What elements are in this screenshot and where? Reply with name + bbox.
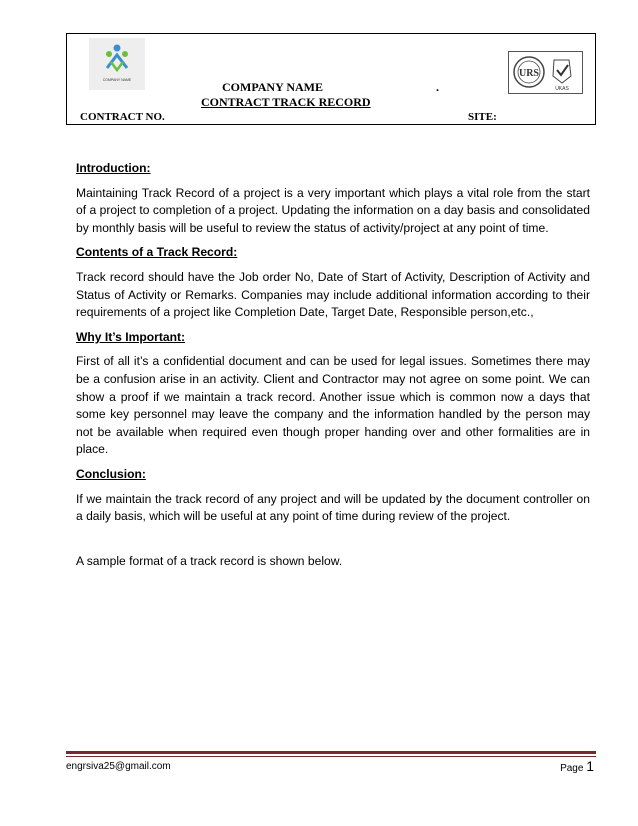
page-label: Page <box>560 763 584 774</box>
footer-rule-thick <box>66 751 596 754</box>
cert-urs-text: URS <box>518 68 540 79</box>
section-text-contents: Track record should have the Job order No, Date of Start of Activity, Description of Activity and Status of Activity or Remarks. Companies may include additional information according to their requirements of a project like Completion Date, Target Date, Responsible person,etc., <box>76 269 590 320</box>
footer-email: engrsiva25@gmail.com <box>66 761 171 772</box>
section-text-conclusion: If we maintain the track record of any project and will be updated by the document controller on a daily basis, which will be useful at any point of time during review of the project. <box>76 491 590 524</box>
site-label: SITE: <box>468 111 497 123</box>
document-title: CONTRACT TRACK RECORD <box>201 95 371 109</box>
document-header <box>66 33 596 125</box>
company-logo <box>89 38 145 90</box>
cert-ukas-text: UKAS <box>555 86 569 92</box>
section-heading-introduction: Introduction: <box>76 161 151 175</box>
certification-icon <box>509 52 582 93</box>
section-heading-importance: Why It’s Important: <box>76 329 186 344</box>
company-name: COMPANY NAME <box>222 80 323 94</box>
company-name-dot: . <box>436 80 439 94</box>
logo-text: COMPANY NAME <box>102 78 132 82</box>
section-text-introduction: Maintaining Track Record of a project is a very important which plays a vital role from the start of a project to completion of a project. Updating the information on a day basis and consolidated by monthly basis will be useful to review the status of activity/project at any point of time. <box>76 185 590 235</box>
page-number: 1 <box>586 758 594 774</box>
section-text-importance: First of all it’s a confidential document and can be used for legal issues. Sometimes there may be a confusion arise in an activity. Client and Contractor may not agree on some point. We can show a proof if we maintain a track record. Another issue which is common now a days that some key personnel may leave the company and the information handled by the person may not be available when required even though proper handing over and other formalities are in place. <box>76 354 590 457</box>
company-logo-mark <box>89 38 145 78</box>
footer-page-number <box>560 758 594 774</box>
section-heading-contents: Contents of a Track Record: <box>76 245 238 260</box>
section-heading-conclusion: Conclusion: <box>76 466 146 481</box>
document-body <box>76 160 590 577</box>
closing-text: A sample format of a track record is shown below. <box>76 553 343 568</box>
footer-rule-thin <box>66 756 596 757</box>
contract-no-label: CONTRACT NO. <box>80 111 165 123</box>
certification-badge <box>508 51 583 94</box>
